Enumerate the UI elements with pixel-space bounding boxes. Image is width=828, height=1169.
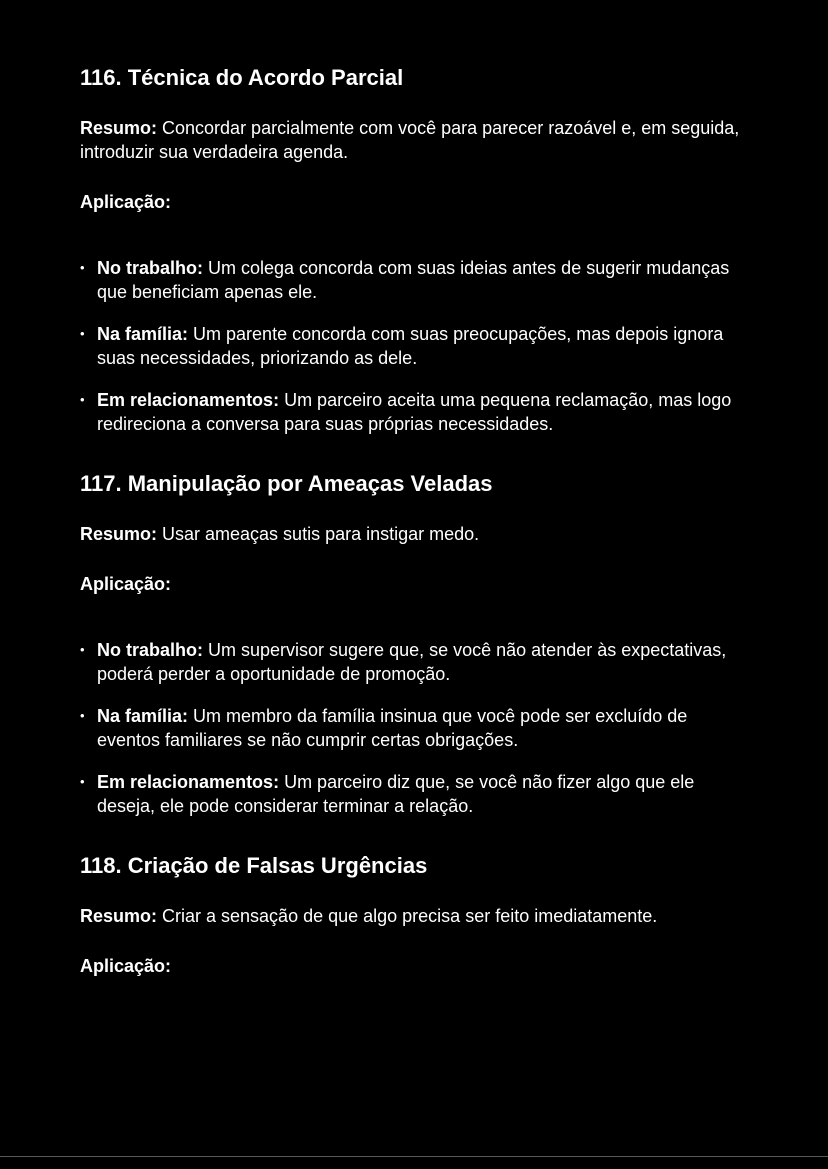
bullet-text: Um parceiro aceita uma pequena reclamação, mas logo redireciona a conversa para suas próprias necessidades. bbox=[97, 390, 732, 434]
bullet-label: Em relacionamentos: bbox=[97, 390, 280, 410]
resumo-label: Resumo: bbox=[80, 118, 158, 138]
bullet-text: Um parceiro diz que, se você não fizer algo que ele deseja, ele pode considerar terminar a relação. bbox=[97, 772, 695, 816]
bullet-text: Um colega concorda com suas ideias antes de sugerir mudanças que beneficiam apenas ele. bbox=[97, 258, 730, 302]
section-title: 116. Técnica do Acordo Parcial bbox=[80, 65, 404, 90]
list-item bbox=[80, 638, 748, 686]
resumo-label: Resumo: bbox=[80, 524, 158, 544]
bullet-text: Um membro da família insinua que você pode ser excluído de eventos familiares se não cumprir certas obrigações. bbox=[97, 706, 688, 750]
resumo-label: Resumo: bbox=[80, 906, 158, 926]
section-117 bbox=[80, 470, 748, 818]
bullet-label: Na família: bbox=[97, 324, 189, 344]
resumo-text: Usar ameaças sutis para instigar medo. bbox=[157, 524, 480, 544]
aplicacao-label: Aplicação: bbox=[80, 192, 172, 212]
resumo-text: Criar a sensação de que algo precisa ser feito imediatamente. bbox=[157, 906, 658, 926]
section-title: 117. Manipulação por Ameaças Veladas bbox=[80, 471, 493, 496]
list-item bbox=[80, 256, 748, 304]
bullet-label: No trabalho: bbox=[97, 640, 203, 660]
resumo-paragraph bbox=[80, 522, 748, 546]
list-item bbox=[80, 322, 748, 370]
section-118 bbox=[80, 852, 748, 978]
aplicacao-label: Aplicação: bbox=[80, 956, 172, 976]
application-list bbox=[80, 638, 748, 818]
page-divider bbox=[0, 1156, 828, 1157]
list-item bbox=[80, 388, 748, 436]
list-item bbox=[80, 770, 748, 818]
bullet-label: Em relacionamentos: bbox=[97, 772, 280, 792]
section-116 bbox=[80, 64, 748, 436]
section-title: 118. Criação de Falsas Urgências bbox=[80, 853, 428, 878]
aplicacao-label: Aplicação: bbox=[80, 574, 172, 594]
application-list bbox=[80, 256, 748, 436]
list-item bbox=[80, 704, 748, 752]
document-page bbox=[80, 64, 748, 978]
bullet-text: Um parente concorda com suas preocupações, mas depois ignora suas necessidades, priorizando as dele. bbox=[97, 324, 724, 368]
resumo-paragraph bbox=[80, 116, 748, 164]
resumo-text: Concordar parcialmente com você para parecer razoável e, em seguida, introduzir sua verdadeira agenda. bbox=[80, 118, 740, 162]
resumo-paragraph bbox=[80, 904, 748, 928]
bullet-label: Na família: bbox=[97, 706, 189, 726]
bullet-text: Um supervisor sugere que, se você não atender às expectativas, poderá perder a oportunidade de promoção. bbox=[97, 640, 727, 684]
bullet-label: No trabalho: bbox=[97, 258, 203, 278]
